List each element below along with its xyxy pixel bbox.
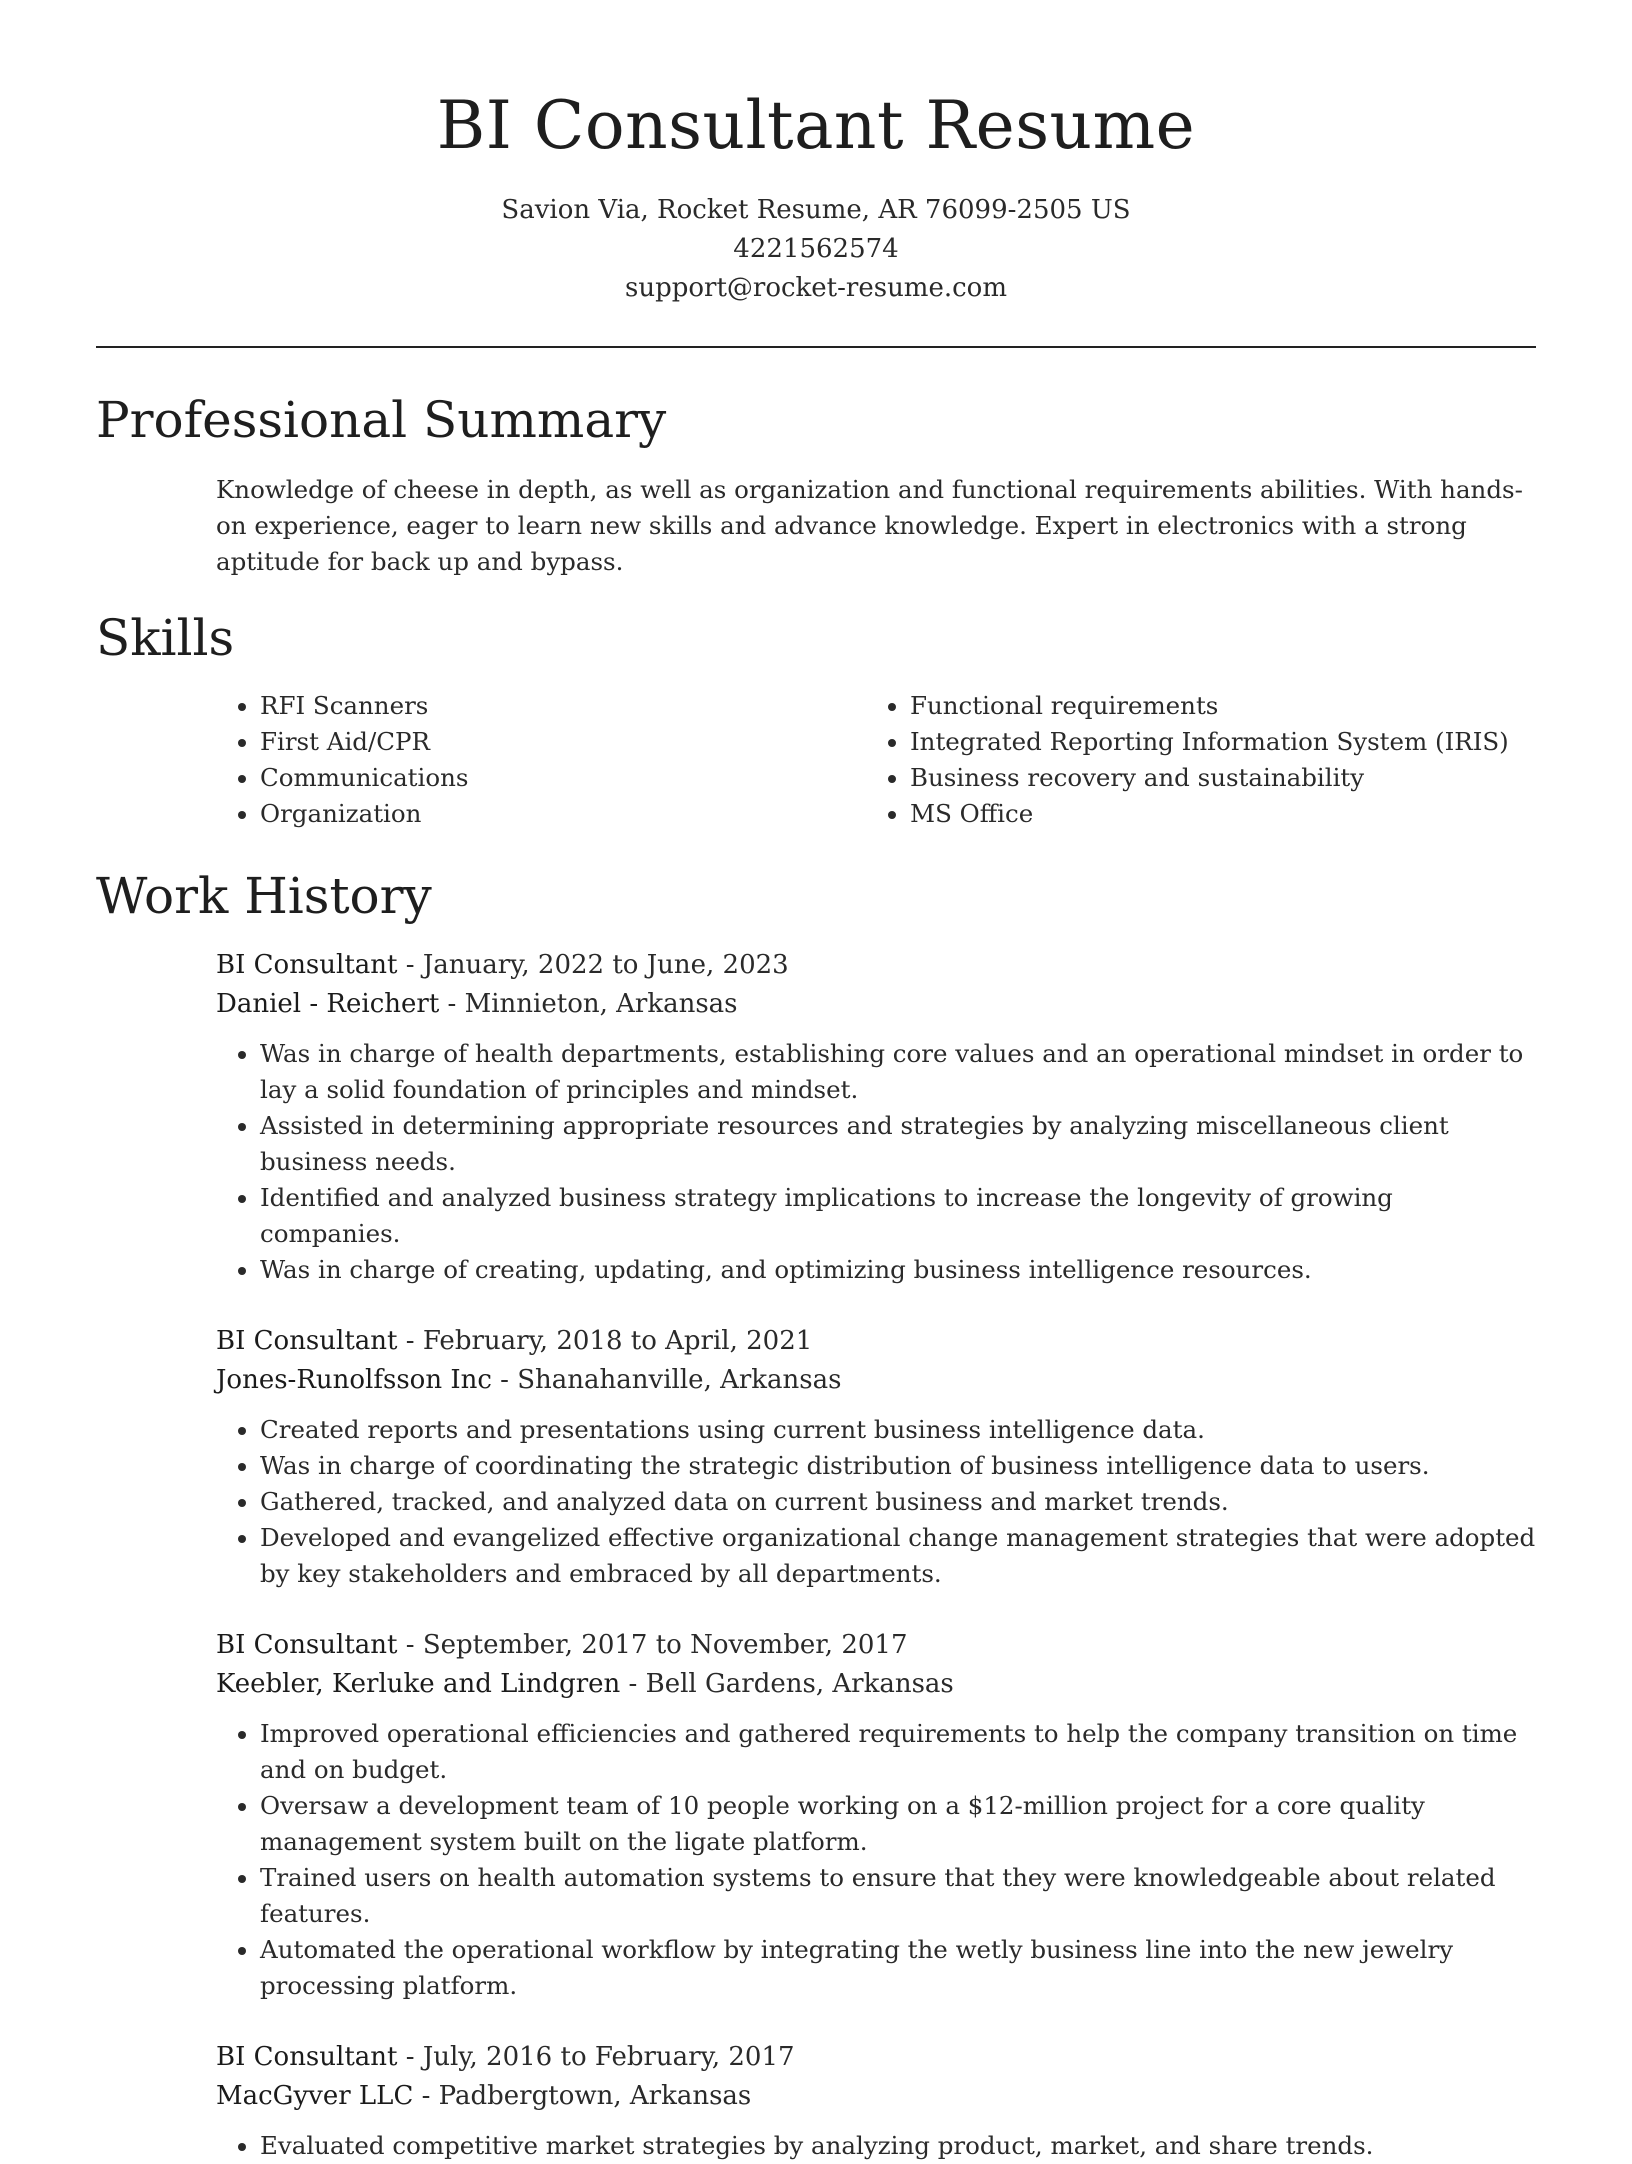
job-bullet: • Trained users on health automation systems to ensure that they were knowledgeable about related features.	[260, 1860, 1536, 1932]
professional-summary-section	[96, 390, 1536, 580]
job-dates: September, 2017 to November, 2017	[422, 1630, 908, 1661]
job-company: Jones-Runolfsson Inc	[216, 1365, 492, 1396]
job-dates: February, 2018 to April, 2021	[422, 1326, 813, 1357]
job-title-line: BI Consultant - January, 2022 to June, 2023	[216, 950, 789, 981]
skill-item: • Business recovery and sustainability	[910, 760, 1536, 796]
job-bullet: • Evaluated competitive market strategies by analyzing product, market, and share trends.	[260, 2128, 1536, 2164]
job-entry	[216, 2038, 1536, 2164]
job-title: BI Consultant	[216, 950, 398, 981]
job-bullet: • Identified and analyzed business strategy implications to increase the longevity of growing companies.	[260, 1180, 1536, 1252]
skill-item: • First Aid/CPR	[260, 724, 866, 760]
skills-list-left	[216, 688, 866, 832]
job-location: Padbergtown, Arkansas	[438, 2081, 752, 2112]
job-entry	[216, 946, 1536, 1288]
job-bullets	[216, 2128, 1536, 2164]
job-bullet: • Was in charge of health departments, establishing core values and an operational mindset in order to lay a solid foundation of principles and mindset.	[260, 1036, 1536, 1108]
job-title-line: BI Consultant - September, 2017 to November, 2017	[216, 1630, 908, 1661]
job-bullet: • Was in charge of creating, updating, and optimizing business intelligence resources.	[260, 1252, 1536, 1288]
job-company-line: MacGyver LLC - Padbergtown, Arkansas	[216, 2081, 752, 2112]
job-company: MacGyver LLC	[216, 2081, 414, 2112]
job-bullet: • Gathered, tracked, and analyzed data on current business and market trends.	[260, 1484, 1536, 1520]
skill-item: • MS Office	[910, 796, 1536, 832]
summary-text: Knowledge of cheese in depth, as well as organization and functional requirements abilities. With hands-on experience, eager to learn new skills and advance knowledge. Expert in electronics with a strong aptitude for back up and bypass.	[216, 475, 1523, 577]
skill-item: • RFI Scanners	[260, 688, 866, 724]
job-title: BI Consultant	[216, 2042, 398, 2073]
job-bullet: • Created reports and presentations using current business intelligence data.	[260, 1412, 1536, 1448]
job-entry	[216, 1626, 1536, 2004]
job-title: BI Consultant	[216, 1630, 398, 1661]
contact-info	[96, 191, 1536, 308]
job-bullet: • Automated the operational workflow by integrating the wetly business line into the new jewelry processing platform.	[260, 1932, 1536, 2004]
job-company-line: Keebler, Kerluke and Lindgren - Bell Gardens, Arkansas	[216, 1669, 954, 1700]
skills-list-right	[866, 688, 1536, 832]
skill-item: • Functional requirements	[910, 688, 1536, 724]
job-location: Minnieton, Arkansas	[464, 989, 738, 1020]
work-history-heading: Work History	[96, 867, 432, 926]
job-company-line: Daniel - Reichert - Minnieton, Arkansas	[216, 989, 738, 1020]
skill-item: • Integrated Reporting Information System (IRIS)	[910, 724, 1536, 760]
job-dates: January, 2022 to June, 2023	[422, 950, 789, 981]
skill-item: • Communications	[260, 760, 866, 796]
skill-item: • Organization	[260, 796, 866, 832]
job-location: Shanahanville, Arkansas	[517, 1365, 842, 1396]
job-entry	[216, 1322, 1536, 1592]
job-bullet: • Assisted in determining appropriate resources and strategies by analyzing miscellaneous client business needs.	[260, 1108, 1536, 1180]
job-bullets	[216, 1036, 1536, 1288]
work-history-section	[96, 866, 1536, 2164]
resume-header	[96, 0, 1536, 308]
job-company: Daniel - Reichert	[216, 989, 440, 1020]
skills-heading: Skills	[96, 609, 235, 668]
summary-heading: Professional Summary	[96, 391, 667, 450]
job-bullets	[216, 1412, 1536, 1592]
job-bullet: • Oversaw a development team of 10 people working on a $12-million project for a core quality management system built on the ligate platform.	[260, 1788, 1536, 1860]
job-bullet: • Improved operational efficiencies and gathered requirements to help the company transition on time and on budget.	[260, 1716, 1536, 1788]
skills-section	[96, 608, 1536, 832]
contact-address: Savion Via, Rocket Resume, AR 76099-2505 US	[501, 195, 1131, 226]
job-location: Bell Gardens, Arkansas	[645, 1669, 954, 1700]
job-title: BI Consultant	[216, 1326, 398, 1357]
resume-title: BI Consultant Resume	[436, 87, 1196, 164]
skills-grid	[216, 688, 1536, 832]
job-bullets	[216, 1716, 1536, 2004]
job-title-line: BI Consultant - February, 2018 to April, 2021	[216, 1326, 813, 1357]
job-title-line: BI Consultant - July, 2016 to February, 2017	[216, 2042, 795, 2073]
job-company: Keebler, Kerluke and Lindgren	[216, 1669, 621, 1700]
job-bullet: • Developed and evangelized effective organizational change management strategies that were adopted by key stakeholders and embraced by all departments.	[260, 1520, 1536, 1592]
contact-email: support@rocket-resume.com	[624, 273, 1007, 304]
job-dates: July, 2016 to February, 2017	[422, 2042, 795, 2073]
job-company-line: Jones-Runolfsson Inc - Shanahanville, Arkansas	[216, 1365, 842, 1396]
job-bullet: • Was in charge of coordinating the strategic distribution of business intelligence data to users.	[260, 1448, 1536, 1484]
contact-phone: 4221562574	[733, 234, 899, 265]
header-divider	[96, 346, 1536, 348]
